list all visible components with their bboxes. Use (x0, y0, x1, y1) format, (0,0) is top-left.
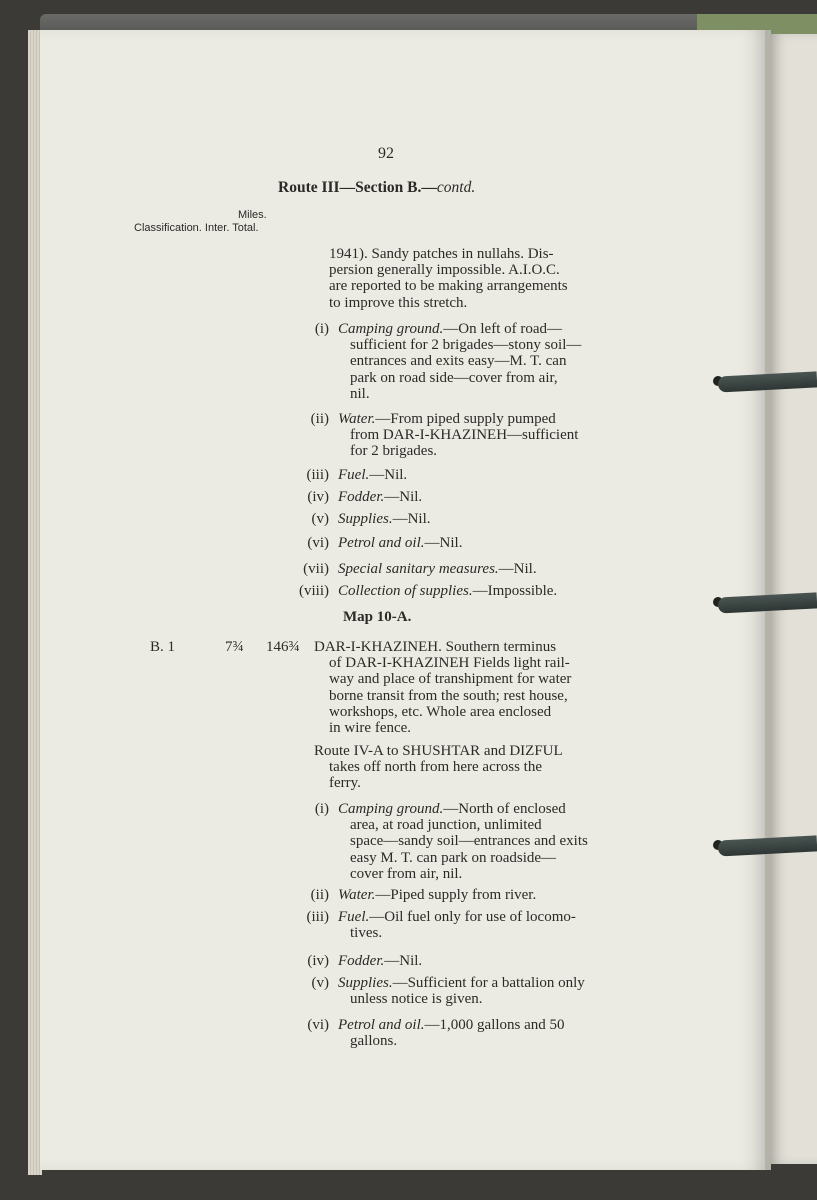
entry-classification: B. 1 (150, 639, 176, 655)
item-label: Fodder. (338, 489, 385, 505)
item-number-text: (iii) (306, 467, 329, 483)
column-header-miles: Miles. (238, 209, 267, 221)
item-text: easy M. T. can park on roadside— (350, 849, 557, 866)
item-label: Camping ground. (338, 321, 444, 337)
item-text-line (338, 412, 556, 427)
item-text: —Sufficient for a battalion only (392, 975, 585, 991)
item-text: cover from air, nil. (350, 865, 463, 882)
item-text: space—sandy soil—entrances and exits (350, 833, 588, 850)
page-number: 92 (378, 145, 394, 162)
item-text: —From piped supply pumped (375, 411, 556, 427)
item-number (289, 954, 329, 969)
item-number (289, 1018, 329, 1033)
section-heading (278, 180, 475, 196)
text-line: persion generally impossible. A.I.O.C. (329, 262, 560, 279)
item-number-text: (vii) (303, 561, 329, 577)
item-text: —North of enclosed (443, 801, 566, 817)
item-text: —Oil fuel only for use of locomo- (369, 909, 576, 925)
column-header-row: Classification. Inter. Total. (134, 222, 259, 234)
item-text-line (350, 992, 482, 1007)
item-text: —Piped supply from river. (375, 887, 537, 903)
item-text-line (338, 888, 536, 903)
item-text: unless notice is given. (350, 991, 483, 1008)
map-heading: Map 10-A. (343, 609, 412, 625)
section-heading-main: Route III—Section B.— (278, 179, 437, 196)
item-text-line (350, 926, 382, 941)
item-number (289, 976, 329, 991)
text-line: way and place of transhipment for water (329, 671, 572, 688)
item-number (289, 512, 329, 527)
item-number-text: (ii) (310, 887, 329, 903)
item-text-line (350, 851, 556, 866)
text-line: 1941). Sandy patches in nullahs. Dis- (329, 246, 554, 262)
text-line: are reported to be making arrangements (329, 278, 568, 295)
item-text: gallons. (350, 1033, 398, 1050)
item-text: entrances and exits easy—M. T. can (350, 353, 567, 370)
item-label: Collection of supplies. (338, 583, 473, 599)
item-number-text: (i) (314, 801, 329, 817)
item-text: —Nil. (392, 511, 431, 527)
item-number (289, 888, 329, 903)
item-number (289, 468, 329, 483)
item-number-text: (viii) (299, 583, 329, 599)
item-text-line (338, 910, 576, 925)
item-text-line (338, 468, 407, 483)
item-label: Petrol and oil. (338, 1017, 425, 1033)
item-text-line (338, 584, 557, 599)
item-number-text: (iv) (307, 953, 329, 969)
item-number (289, 562, 329, 577)
item-text: nil. (350, 385, 370, 402)
text-line: takes off north from here across the (329, 759, 542, 776)
text-line: Route IV-A to SHUSHTAR and DIZFUL (314, 743, 563, 759)
item-number (289, 584, 329, 599)
item-text: area, at road junction, unlimited (350, 817, 542, 834)
item-text: —Nil. (384, 489, 423, 505)
item-number (289, 490, 329, 505)
entry-total-miles: 146¾ (266, 639, 300, 655)
item-text-line (338, 322, 562, 337)
item-text-line (350, 387, 370, 402)
item-label: Camping ground. (338, 801, 444, 817)
item-label: Fuel. (338, 467, 370, 483)
item-text: —1,000 gallons and 50 (424, 1017, 565, 1033)
item-number-text: (iv) (307, 489, 329, 505)
item-number (289, 536, 329, 551)
item-text-line (350, 444, 437, 459)
item-number-text: (i) (314, 321, 329, 337)
item-label: Water. (338, 411, 376, 427)
item-number-text: (vi) (307, 535, 329, 551)
item-text: park on road side—cover from air, (350, 369, 558, 386)
item-text-line (350, 1034, 397, 1049)
entry-inter-miles: 7¾ (225, 639, 244, 655)
item-label: Petrol and oil. (338, 535, 425, 551)
item-text-line (338, 954, 422, 969)
item-number-text: (v) (311, 975, 329, 991)
item-label: Fodder. (338, 953, 385, 969)
item-text-line (338, 490, 422, 505)
item-text: —Nil. (498, 561, 537, 577)
item-text-line (338, 512, 431, 527)
item-text: —On left of road— (443, 321, 563, 337)
item-label: Supplies. (338, 511, 393, 527)
item-number-text: (ii) (310, 411, 329, 427)
text-line: workshops, etc. Whole area enclosed (329, 703, 552, 720)
item-number-text: (iii) (306, 909, 329, 925)
item-text: tives. (350, 925, 383, 942)
item-text-line (338, 562, 537, 577)
item-label: Water. (338, 887, 376, 903)
item-text-line (350, 338, 581, 353)
text-line: to improve this stretch. (329, 294, 468, 311)
item-number (289, 802, 329, 817)
item-number (289, 322, 329, 337)
item-text: —Nil. (384, 953, 423, 969)
item-text-line (350, 867, 462, 882)
item-number-text: (vi) (307, 1017, 329, 1033)
item-text-line (338, 1018, 565, 1033)
item-text-line (350, 818, 542, 833)
item-text: sufficient for 2 brigades—stony soil— (350, 337, 582, 354)
item-text-line (350, 354, 566, 369)
text-line: ferry. (329, 775, 361, 792)
item-number-text: (v) (311, 511, 329, 527)
text-line: of DAR-I-KHAZINEH Fields light rail- (329, 655, 570, 672)
item-number (289, 910, 329, 925)
item-number (289, 412, 329, 427)
item-label: Fuel. (338, 909, 370, 925)
item-text: —Impossible. (472, 583, 558, 599)
text-line: DAR-I-KHAZINEH. Southern terminus (314, 639, 557, 655)
text-line: borne transit from the south; rest house, (329, 687, 568, 704)
item-text: from DAR-I-KHAZINEH—sufficient (350, 427, 579, 444)
item-text-line (350, 428, 578, 443)
item-text-line (350, 834, 588, 849)
item-text: —Nil. (424, 535, 463, 551)
text-line: in wire fence. (329, 720, 412, 736)
item-text-line (338, 802, 566, 817)
section-heading-contd: contd. (436, 179, 476, 196)
item-label: Supplies. (338, 975, 393, 991)
item-text-line (350, 371, 558, 386)
item-text-line (338, 976, 585, 991)
item-label: Special sanitary measures. (338, 561, 499, 577)
item-text-line (338, 536, 462, 551)
item-text: —Nil. (369, 467, 408, 483)
item-text: for 2 brigades. (350, 443, 438, 460)
